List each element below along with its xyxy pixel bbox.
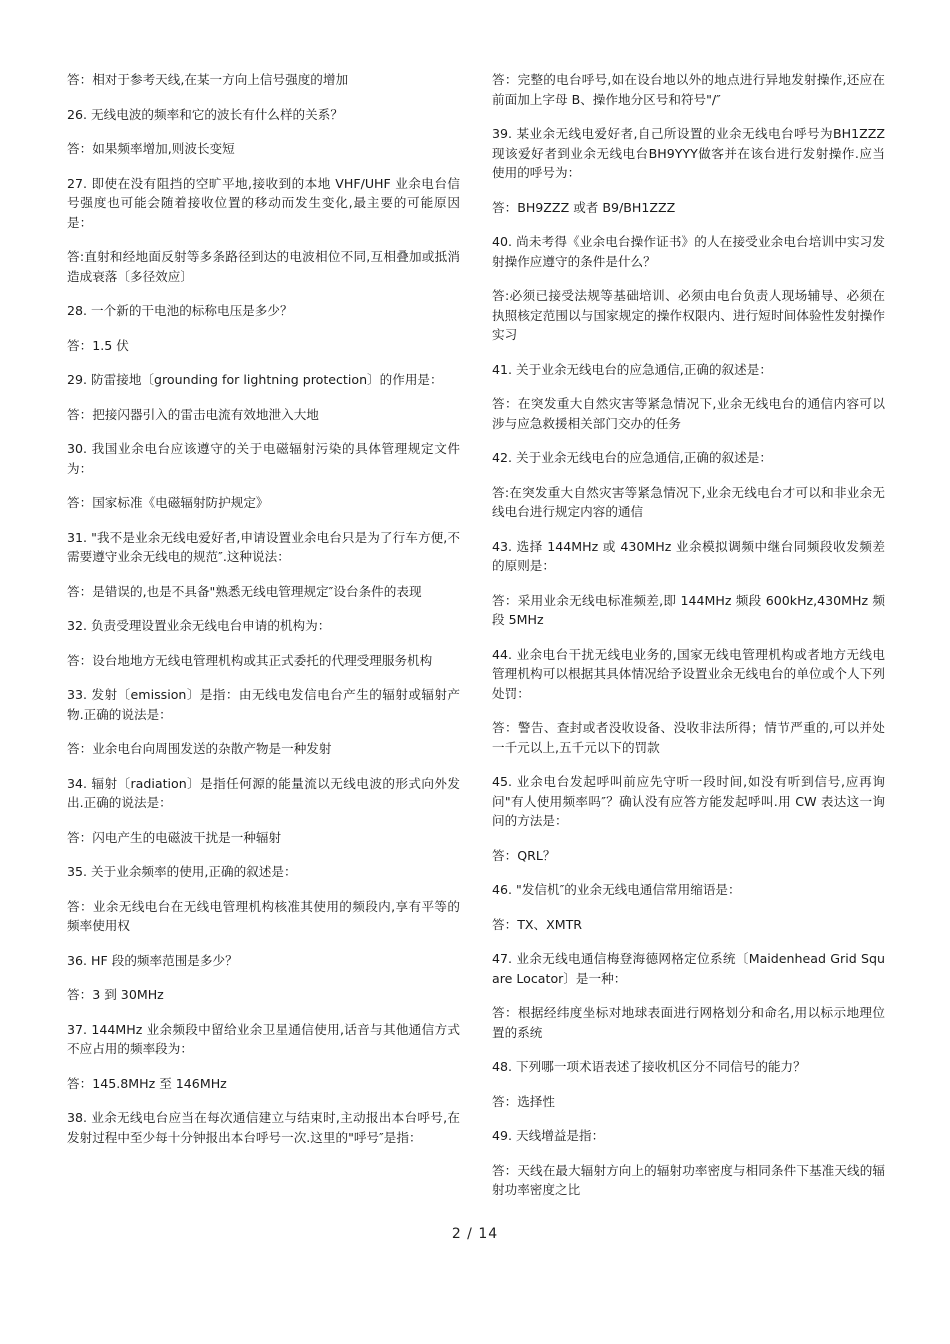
question-paragraph: 47. 业余无线电通信梅登海德网格定位系统〔Maidenhead Grid Square Locator〕是一种：	[492, 951, 885, 986]
question-paragraph: 26. 无线电波的频率和它的波长有什么样的关系？	[67, 106, 343, 122]
right-column	[492, 70, 885, 1215]
answer-paragraph: 答：完整的电台呼号,如在设台地以外的地点进行异地发射操作,还应在前面加上字母 B、操作地分区号和符号"/″	[492, 72, 885, 107]
question-paragraph: 36. HF 段的频率范围是多少？	[67, 952, 238, 968]
question-paragraph: 43. 选择 144MHz 或 430MHz 业余模拟调频中继台同频段收发频差的原则是：	[492, 538, 885, 573]
question-paragraph: 49. 天线增益是指：	[492, 1128, 605, 1143]
question-paragraph: 34. 辐射〔radiation〕是指任何源的能量流以无线电波的形式向外发出.正确的说法是：	[67, 775, 460, 810]
answer-paragraph: 答：根据经纬度坐标对地球表面进行网格划分和命名,用以标示地理位置的系统	[492, 1005, 885, 1040]
answer-paragraph: 答：BH9ZZZ 或者 B9/BH1ZZZ	[492, 199, 676, 215]
question-paragraph: 46. "发信机″的业余无线电通信常用缩语是：	[492, 882, 741, 897]
question-paragraph: 44. 业余电台干扰无线电业务的,国家无线电管理机构或者地方无线电管理机构可以根据其具体情况给予设置业余无线电台的单位或个人下列处罚：	[492, 646, 885, 701]
answer-paragraph: 答：采用业余无线电标准频差,即 144MHz 频段 600kHz,430MHz 频段 5MHz	[492, 592, 885, 627]
question-paragraph: 35. 关于业余频率的使用,正确的叙述是：	[67, 864, 297, 879]
question-paragraph: 39. 某业余无线电爱好者,自己所设置的业余无线电台呼号为BH1ZZZ现该爱好者到业余无线电台BH9YYY做客并在该台进行发射操作.应当使用的呼号为：	[492, 126, 885, 180]
left-column	[67, 70, 460, 1162]
question-paragraph: 32. 负责受理设置业余无线电台申请的机构为：	[67, 618, 331, 633]
question-paragraph: 48. 下列哪一项术语表述了接收机区分不同信号的能力？	[492, 1059, 806, 1074]
question-paragraph: 28. 一个新的干电池的标称电压是多少？	[67, 303, 293, 318]
question-paragraph: 40. 尚未考得《业余电台操作证书》的人在接受业余电台培训中实习发射操作应遵守的条件是什么？	[492, 234, 885, 269]
answer-paragraph: 答:在突发重大自然灾害等紧急情况下,业余无线电台才可以和非业余无线电台进行规定内容的通信	[492, 484, 885, 519]
answer-paragraph: 答：是错误的,也是不具备"熟悉无线电管理规定″设台条件的表现	[67, 583, 422, 599]
question-paragraph: 38. 业余无线电台应当在每次通信建立与结束时,主动报出本台呼号,在发射过程中至少每十分钟报出本台呼号一次.这里的"呼号″是指：	[67, 1110, 460, 1145]
answer-paragraph: 答：业余无线电台在无线电管理机构核准其使用的频段内,享有平等的频率使用权	[67, 898, 460, 933]
answer-paragraph: 答：在突发重大自然灾害等紧急情况下,业余无线电台的通信内容可以涉与应急救援相关部门交办的任务	[492, 396, 885, 431]
answer-paragraph: 答：设台地地方无线电管理机构或其正式委托的代理受理服务机构	[67, 652, 433, 668]
answer-paragraph: 答：TX、XMTR	[492, 916, 583, 932]
answer-paragraph: 答：3 到 30MHz	[67, 987, 164, 1002]
answer-paragraph: 答：闪电产生的电磁波干扰是一种辐射	[67, 829, 282, 845]
answer-paragraph: 答：如果频率增加,则波长变短	[67, 141, 235, 156]
question-paragraph: 31. "我不是业余无线电爱好者,申请设置业余电台只是为了行车方便,不需要遵守业余无线电的规范″.这种说法：	[67, 529, 460, 564]
page-indicator: 2 / 14	[451, 1226, 499, 1242]
answer-paragraph: 答：相对于参考天线,在某一方向上信号强度的增加	[67, 72, 349, 87]
answer-paragraph: 答:直射和经地面反射等多条路径到达的电波相位不同,互相叠加或抵消造成衰落〔多径效应〕	[67, 249, 460, 284]
answer-paragraph: 答：QRL？	[492, 847, 556, 863]
question-paragraph: 41. 关于业余无线电台的应急通信,正确的叙述是：	[492, 361, 772, 377]
answer-paragraph: 答：把接闪器引入的雷击电流有效地泄入大地	[67, 406, 319, 422]
question-paragraph: 30. 我国业余电台应该遵守的关于电磁辐射污染的具体管理规定文件为：	[67, 441, 460, 476]
question-paragraph: 33. 发射〔emission〕是指：由无线电发信电台产生的辐射或辐射产物.正确的说法是：	[67, 687, 460, 722]
answer-paragraph: 答:必须已接受法规等基础培训、必须由电台负责人现场辅导、必须在执照核定范围以与国家规定的操作权限内、进行短时间体验性发射操作实习	[492, 288, 885, 342]
answer-paragraph: 答：天线在最大辐射方向上的辐射功率密度与相同条件下基准天线的辐射功率密度之比	[492, 1162, 885, 1197]
answer-paragraph: 答：145.8MHz 至 146MHz	[67, 1075, 227, 1091]
answer-paragraph: 答：业余电台向周围发送的杂散产物是一种发射	[67, 741, 332, 756]
answer-paragraph: 答：选择性	[492, 1093, 555, 1109]
question-paragraph: 42. 关于业余无线电台的应急通信,正确的叙述是：	[492, 450, 772, 465]
answer-paragraph: 答：国家标准《电磁辐射防护规定》	[67, 495, 269, 510]
answer-paragraph: 答：警告、查封或者没收设备、没收非法所得；情节严重的,可以并处一千元以上,五千元以下的罚款	[492, 720, 885, 755]
question-paragraph: 29. 防雷接地〔grounding for lightning protection〕的作用是：	[67, 372, 443, 387]
answer-paragraph: 答：1.5 伏	[67, 337, 129, 353]
question-paragraph: 45. 业余电台发起呼叫前应先守听一段时间,如没有听到信号,应再询问"有人使用频率吗″？确认没有应答方能发起呼叫.用 CW 表达这一询问的方法是：	[492, 774, 885, 828]
question-paragraph: 37. 144MHz 业余频段中留给业余卫星通信使用,话音与其他通信方式不应占用的频率段为：	[67, 1021, 460, 1056]
question-paragraph: 27. 即使在没有阻挡的空旷平地,接收到的本地 VHF/UHF 业余电台信号强度也可能会随着接收位置的移动而发生变化,最主要的可能原因是：	[67, 175, 460, 230]
